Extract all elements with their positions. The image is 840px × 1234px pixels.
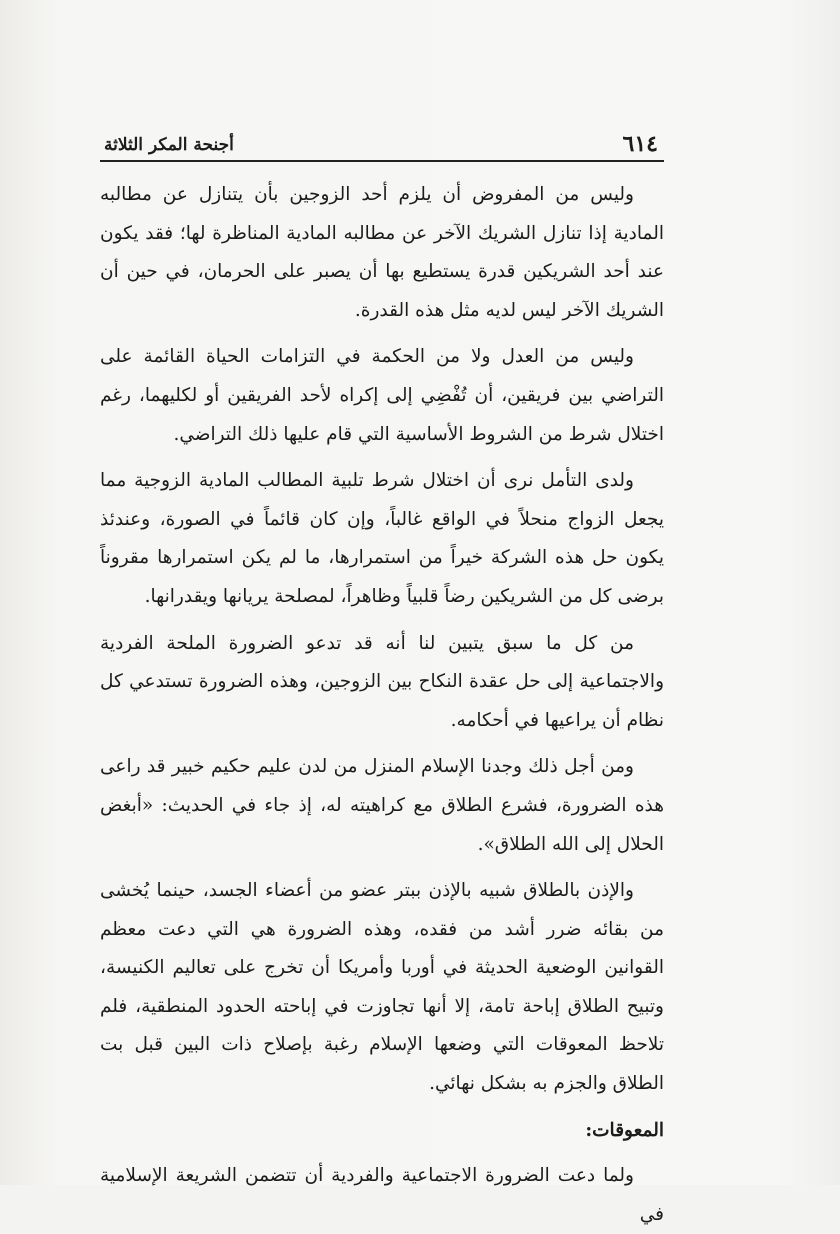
page-header bbox=[100, 126, 664, 162]
page-body bbox=[100, 176, 664, 1234]
paragraph: ولما دعت الضرورة الاجتماعية والفردية أن تتضمن الشريعة الإسلامية في bbox=[100, 1165, 664, 1225]
section-heading: المعوقات: bbox=[585, 1119, 664, 1141]
paragraph: وليس من العدل ولا من الحكمة في التزامات الحياة القائمة على التراضي بين فريقين، أن تُفْضِي إلى إكراه لأحد الفريقين أو لكليهما، رغم اختلال شرط من الشروط الأساسية التي قام عليها ذلك التراضي. bbox=[100, 346, 664, 445]
paragraph: ومن أجل ذلك وجدنا الإسلام المنزل من لدن عليم حكيم خبير قد راعى هذه الضرورة، فشرع الطلاق مع كراهيته له، إذ جاء في الحديث: «أبغض الحلال إلى الله الطلاق». bbox=[100, 756, 664, 855]
paragraph: والإذن بالطلاق شبيه بالإذن ببتر عضو من أعضاء الجسد، حينما يُخشى من بقائه ضرر أشد من فقده، وهذه الضرورة هي التي دعت معظم القوانين الوضعية الحديثة في أوربا وأمريكا أن تخرج على تعاليم الكنيسة، وتبيح الطلاق إباحة تامة، إلا أنها تجاوزت في إباحته الحدود المنطقية، فلم تلاحظ المعوقات التي وضعها الإسلام رغبة بإصلاح ذات البين قبل بت الطلاق والجزم به بشكل نهائي. bbox=[100, 880, 664, 1095]
paragraph: ولدى التأمل نرى أن اختلال شرط تلبية المطالب المادية الزوجية مما يجعل الزواج منحلاً في الواقع غالباً، وإن كان قائماً في الصورة، وعندئذ يكون حل هذه الشركة خيراً من استمرارها، ما لم يكن استمرارها مقروناً برضى كل من الشريكين رضاً قلبياً وظاهراً، لمصلحة يريانها ويقدرانها. bbox=[100, 470, 664, 607]
running-title: أجنحة المكر الثلاثة bbox=[104, 135, 234, 155]
paragraph: وليس من المفروض أن يلزم أحد الزوجين بأن يتنازل عن مطالبه المادية إذا تنازل الشريك الآخر عن مطالبه المادية المناظرة لها؛ فقد يكون عند أحد الشريكين قدرة يستطيع بها أن يصبر على الحرمان، في حين أن الشريك الآخر ليس لديه مثل هذه القدرة. bbox=[100, 184, 664, 321]
page-number: ٦١٤ bbox=[622, 131, 658, 157]
paragraph: من كل ما سبق يتبين لنا أنه قد تدعو الضرورة الملحة الفردية والاجتماعية إلى حل عقدة النكاح بين الزوجين، وهذه الضرورة تستدعي كل نظام أن يراعيها في أحكامه. bbox=[100, 632, 664, 731]
